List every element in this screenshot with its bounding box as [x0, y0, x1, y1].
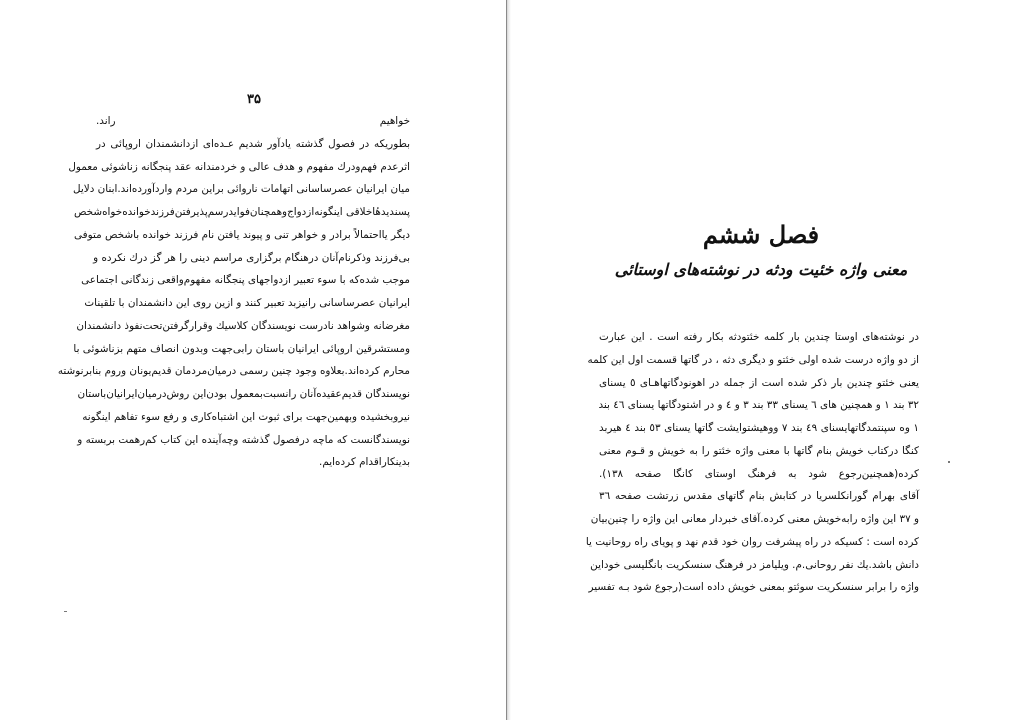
text-line: ۳۲ بند ۱ و همچنین های ٦ یسنای ۳۳ بند ۳ و ٤ و در اشتودگاتها یسنای ٤٦ بند — [598, 399, 919, 412]
text-line: پسندیدهٔاخلاقی اینگونه‌ازدواج‌وهمچنان‌فوایدرسم‌پذیرفتن‌فرزندخوانده‌خواه‌شخص — [73, 206, 410, 218]
text-line: دانش باشد.یك نفر روحانی.م. ویلیامز در فرهنگ سنسکریت بانگلیسی خوداین — [590, 558, 919, 571]
text-line: نویسندگانست که ماچه درفصول گذشته وچه‌آینده این کتاب کم‌رهمت بربسته و — [77, 433, 410, 446]
page-speck — [64, 611, 67, 612]
chapter-subtitle: معنی واژه خئیت ودثه در نوشته‌های اوستائی — [614, 260, 908, 279]
text-line: میان ایرانیان عصرساسانی اتهامات ناروائی براین مردم واردآورده‌اند.ابنان دلایل — [73, 183, 410, 196]
text-line: ایرانیان عصرساسانی رانیزبد تعبیر کنند و ازین روی این دانشمندان با تلقینات — [84, 297, 410, 309]
page-speck — [948, 461, 950, 463]
text-line: نیروبخشیده وبهمین‌جهت برای ثبوت این اشتباه‌کاری و رفع سوء تفاهم اینگونه — [82, 410, 410, 423]
chapter-title: فصل ششم — [702, 220, 820, 249]
text-line: خواهیم راند. — [96, 115, 410, 127]
text-line: آقای بهرام گورانکلسریا در کتابش بنام گاتهای مقدس زرتشت صفحه ۳٦ — [599, 490, 919, 503]
text-line: در نوشته‌های اوستا چندین بار کلمه خئتودثه بکار رفته است . این عبارت — [599, 331, 919, 343]
text-line: ومستشرقین اروپائی ایرانیان باستان رابی‌جهت وبدون انصاف متهم بزناشوئی با — [73, 342, 410, 355]
page-number: ۳۵ — [247, 92, 261, 107]
text-line: نویسندگان قدیم‌عقیده‌آنان رانسبت‌بمعمول بودن‌این روش‌درمیان‌ایرانیان‌باستان — [77, 388, 410, 400]
text-line: اثرعدم فهم‌ودرك مفهوم و هدف عالی و خردمندانه عقد پنجگانه زناشوئی معمول — [68, 160, 410, 173]
text-line: کرده(همچنین‌رجوع شود به فرهنگ اوستای کانگا صفحه ۱۳۸). — [599, 467, 919, 480]
text-line: دیگر یااحتمالاً برادر و خواهر تنی و پیوند یافتن نام فرزند خوانده باشخص متوفی — [73, 228, 410, 241]
text-line: بدینکاراقدام کرده‌ایم. — [319, 456, 410, 469]
text-line: محارم کرده‌اند.بعلاوه وجود چنین رسمی درمیان‌مردمان قدیم‌یونان وروم بنابرنوشته — [57, 365, 410, 378]
right-page-body-text — [585, 326, 919, 599]
text-line: واژه را برابر سنسکریت سوئتو بمعنی خویش داده است(رجوع شود بـه تفسیر — [588, 581, 919, 594]
text-line: یعنی خئتو چندین بار ذکر شده است از جمله در اهونودگاتهاهـای ٥ یسنای — [599, 376, 919, 389]
text-line: بطوریکه در فصول گذشته یادآور شدیم عـده‌ای ازدانشمندان اروپائی در — [96, 137, 410, 150]
text-line: و ۳۷ این واژه رابه‌خویش معنی کرده.آقای خبردار معانی این واژه را چنین‌بیان — [590, 513, 919, 525]
text-line: کرده است : کسیکه در راه پیشرفت روان خود قدم نهد و پویای راه روحانیت یا — [585, 535, 919, 548]
left-page-body-text — [57, 110, 410, 474]
text-line: از دو واژه درست شده اولی خئتو و دیگری دثه ، در گاتها قسمت اول این کلمه — [587, 353, 919, 366]
right-page — [511, 0, 1011, 720]
text-line: مغرضانه وشواهد نادرست نویسندگان کلاسیك وقرارگرفتن‌تحت‌نفوذ دانشمندان — [76, 319, 410, 332]
gutter-line — [506, 0, 507, 720]
text-line: بی‌فرزند وذکرنام‌آنان درهنگام برگزاری مراسم دینی را هر گز درك نکرده و — [93, 251, 410, 264]
text-line: کنگا درکتاب خویش بنام گاتها با معنی واژه خئتو را به خویش و قـوم معنی — [599, 444, 919, 457]
text-line: موجب شده‌که با سوء تعبیر ازدواجهای پنجگانه مفهوم‌واقعی زندگانی اجتماعی — [81, 274, 410, 287]
text-line: ۱ وه سپنتمدگاتهایسنای ٤٩ بند ۷ ووهیشتوایشت گاتها یسنای ٥۳ بند ٤ هیربد — [599, 422, 919, 434]
